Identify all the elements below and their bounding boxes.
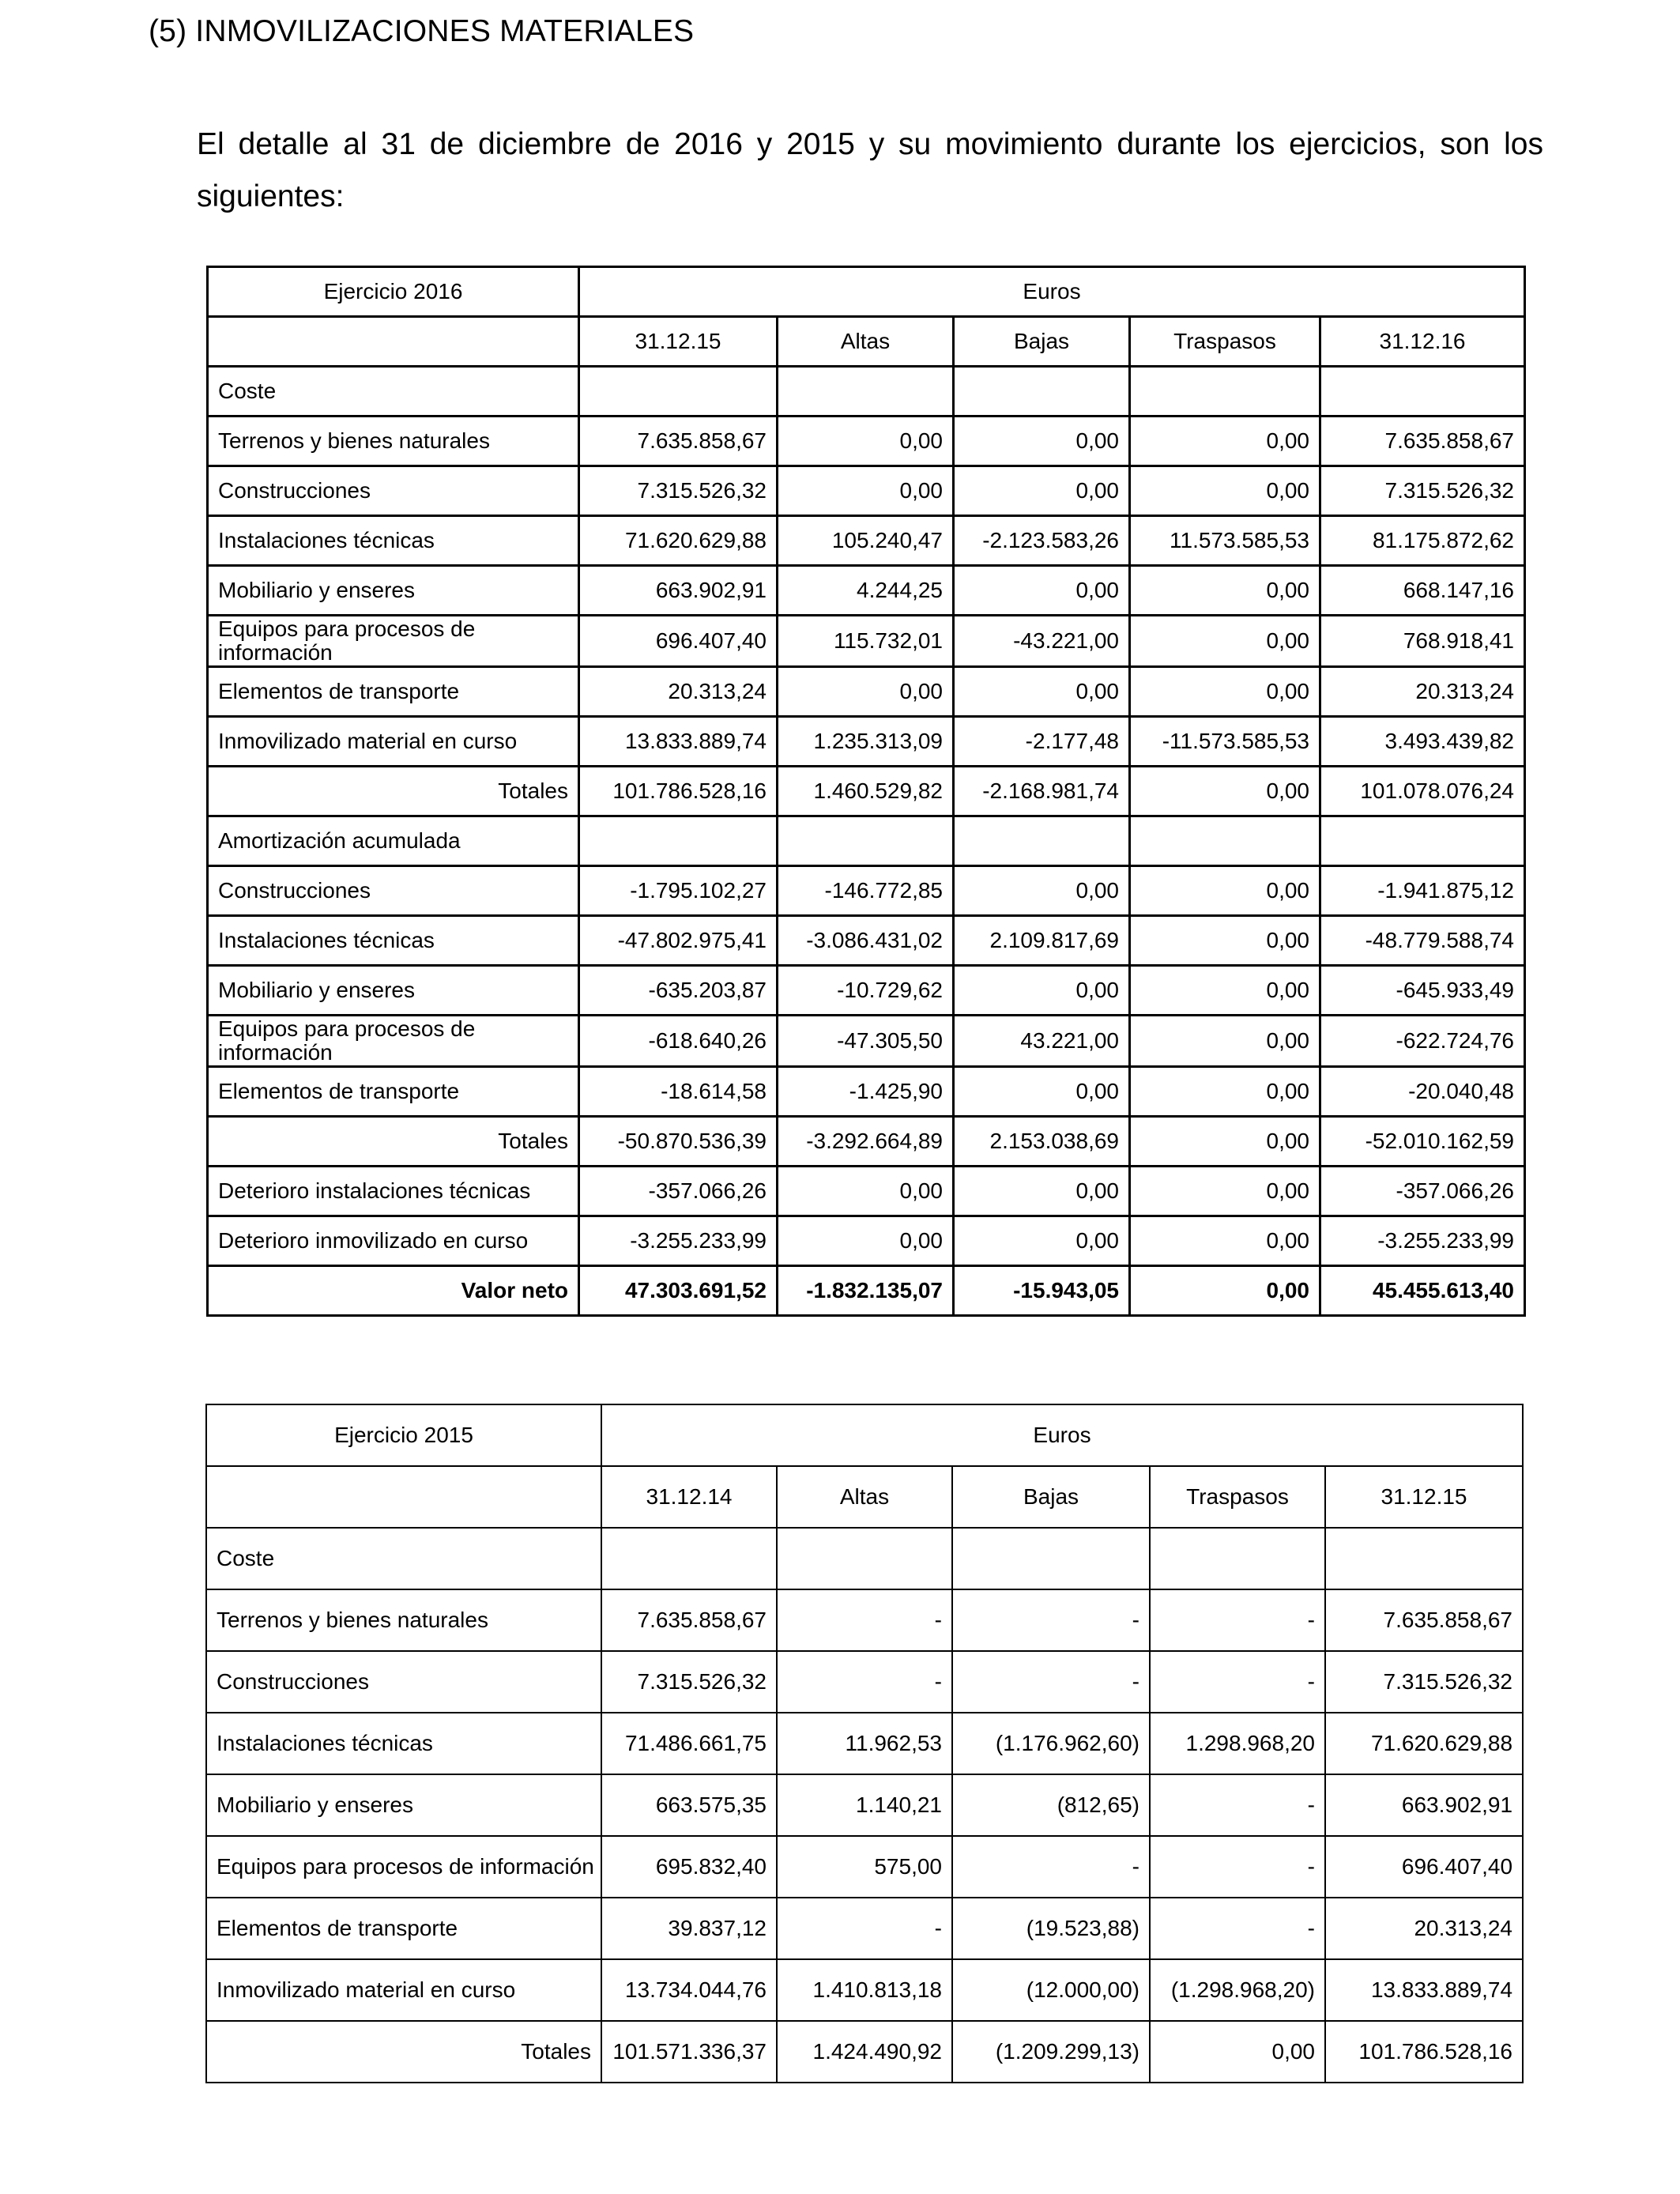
table-title: Ejercicio 2016 [208, 267, 579, 317]
row-label: Terrenos y bienes naturales [206, 1589, 601, 1651]
cell-value: -11.573.585,53 [1130, 717, 1320, 767]
row-label: Elementos de transporte [208, 667, 579, 717]
cell-value: -52.010.162,59 [1320, 1117, 1525, 1167]
cell-value: -357.066,26 [579, 1167, 778, 1216]
table-row [208, 667, 1525, 717]
table-row [208, 1167, 1525, 1216]
cell-value: (1.209.299,13) [952, 2021, 1150, 2083]
cell-value: 11.962,53 [777, 1713, 952, 1774]
cell-value: 1.235.313,09 [778, 717, 954, 767]
cell-value: 1.140,21 [777, 1774, 952, 1836]
table-row [208, 367, 1525, 417]
cell-value [579, 816, 778, 866]
cell-value: 13.833.889,74 [1325, 1959, 1523, 2021]
table-row [206, 1589, 1523, 1651]
cell-value: - [777, 1651, 952, 1713]
row-label: Inmovilizado material en curso [208, 717, 579, 767]
cell-value: -20.040,48 [1320, 1067, 1525, 1117]
row-label: Deterioro inmovilizado en curso [208, 1216, 579, 1266]
row-label: Mobiliario y enseres [208, 966, 579, 1016]
cell-value: 2.153.038,69 [954, 1117, 1130, 1167]
cell-value: -47.305,50 [778, 1016, 954, 1067]
cell-value: -357.066,26 [1320, 1167, 1525, 1216]
cell-value: -2.177,48 [954, 717, 1130, 767]
table-row [208, 966, 1525, 1016]
cell-value: -50.870.536,39 [579, 1117, 778, 1167]
cell-value: - [952, 1836, 1150, 1898]
cell-value: 81.175.872,62 [1320, 516, 1525, 566]
cell-value: 7.635.858,67 [1320, 417, 1525, 466]
row-label: Equipos para procesos de información [206, 1836, 601, 1898]
currency-header: Euros [601, 1404, 1523, 1466]
cell-value: 0,00 [778, 667, 954, 717]
cell-value: 2.109.817,69 [954, 916, 1130, 966]
intro-paragraph: El detalle al 31 de diciembre de 2016 y 2015 y su movimiento durante los ejercicios, son los siguientes: [197, 127, 1543, 213]
cell-value: 7.635.858,67 [1325, 1589, 1523, 1651]
table-row [208, 516, 1525, 566]
cell-value: 0,00 [1130, 916, 1320, 966]
header-row-title [206, 1404, 1523, 1466]
table-row [206, 1651, 1523, 1713]
column-header: 31.12.15 [1325, 1466, 1523, 1528]
cell-value: -635.203,87 [579, 966, 778, 1016]
totals-row [206, 2021, 1523, 2083]
row-label: Totales [208, 1117, 579, 1167]
cell-value [1130, 367, 1320, 417]
cell-value: 20.313,24 [1325, 1898, 1523, 1959]
cell-value: -622.724,76 [1320, 1016, 1525, 1067]
cell-value: -618.640,26 [579, 1016, 778, 1067]
table-row [206, 1528, 1523, 1589]
column-header: Traspasos [1130, 317, 1320, 367]
cell-value [1320, 816, 1525, 866]
table-row [208, 1216, 1525, 1266]
cell-value [1320, 367, 1525, 417]
table-row [208, 616, 1525, 667]
row-label: Equipos para procesos de información [208, 1016, 579, 1067]
net-value-row [208, 1266, 1525, 1316]
table-row [208, 816, 1525, 866]
totals-row [208, 1117, 1525, 1167]
cell-value: 663.902,91 [1325, 1774, 1523, 1836]
cell-value: 7.315.526,32 [601, 1651, 777, 1713]
table-row [208, 866, 1525, 916]
row-label: Coste [206, 1528, 601, 1589]
cell-value: -1.795.102,27 [579, 866, 778, 916]
section-heading: (5) INMOVILIZACIONES MATERIALES [149, 14, 695, 48]
row-label: Mobiliario y enseres [208, 566, 579, 616]
column-header: Bajas [952, 1466, 1150, 1528]
table-row [208, 717, 1525, 767]
row-label: Instalaciones técnicas [206, 1713, 601, 1774]
row-label: Construcciones [208, 866, 579, 916]
cell-value: 101.078.076,24 [1320, 767, 1525, 816]
table-row [208, 566, 1525, 616]
cell-value: 0,00 [954, 417, 1130, 466]
cell-value: 0,00 [778, 1216, 954, 1266]
row-label: Terrenos y bienes naturales [208, 417, 579, 466]
cell-value: 71.620.629,88 [1325, 1713, 1523, 1774]
cell-value: 115.732,01 [778, 616, 954, 667]
row-label: Totales [206, 2021, 601, 2083]
table-row [208, 466, 1525, 516]
header-row-title [208, 267, 1525, 317]
row-label: Instalaciones técnicas [208, 916, 579, 966]
cell-value: -3.255.233,99 [579, 1216, 778, 1266]
row-label: Construcciones [206, 1651, 601, 1713]
cell-value: 20.313,24 [1320, 667, 1525, 717]
cell-value: 39.837,12 [601, 1898, 777, 1959]
cell-value: (812,65) [952, 1774, 1150, 1836]
cell-value: 0,00 [954, 1167, 1130, 1216]
cell-value: -47.802.975,41 [579, 916, 778, 966]
cell-value [954, 816, 1130, 866]
table-row [208, 1016, 1525, 1067]
cell-value: 0,00 [1130, 667, 1320, 717]
cell-value: -1.425,90 [778, 1067, 954, 1117]
row-label: Valor neto [208, 1266, 579, 1316]
cell-value: (12.000,00) [952, 1959, 1150, 2021]
cell-value: -3.255.233,99 [1320, 1216, 1525, 1266]
cell-value [952, 1528, 1150, 1589]
cell-value: - [1150, 1589, 1325, 1651]
row-label: Construcciones [208, 466, 579, 516]
cell-value: - [1150, 1774, 1325, 1836]
row-label: Amortización acumulada [208, 816, 579, 866]
row-label: Coste [208, 367, 579, 417]
cell-value: 0,00 [954, 566, 1130, 616]
table-row [206, 1836, 1523, 1898]
column-header: 31.12.16 [1320, 317, 1525, 367]
cell-value: (19.523,88) [952, 1898, 1150, 1959]
cell-value: 0,00 [954, 866, 1130, 916]
cell-value: 0,00 [1130, 1216, 1320, 1266]
cell-value: 4.244,25 [778, 566, 954, 616]
cell-value [778, 367, 954, 417]
table-row [206, 1898, 1523, 1959]
cell-value: - [777, 1898, 952, 1959]
row-label: Totales [208, 767, 579, 816]
cell-value: -43.221,00 [954, 616, 1130, 667]
cell-value: 696.407,40 [1325, 1836, 1523, 1898]
cell-value: 0,00 [954, 667, 1130, 717]
cell-value: (1.176.962,60) [952, 1713, 1150, 1774]
cell-value: 0,00 [1130, 1167, 1320, 1216]
cell-value: 0,00 [778, 466, 954, 516]
cell-value: -15.943,05 [954, 1266, 1130, 1316]
cell-value: 101.571.336,37 [601, 2021, 777, 2083]
cell-value: -645.933,49 [1320, 966, 1525, 1016]
cell-value: - [952, 1589, 1150, 1651]
cell-value: 0,00 [954, 1216, 1130, 1266]
cell-value: 7.315.526,32 [1320, 466, 1525, 516]
table-ejercicio-2015 [205, 1404, 1524, 2083]
cell-value: 7.315.526,32 [579, 466, 778, 516]
cell-value: 71.620.629,88 [579, 516, 778, 566]
cell-value [1130, 816, 1320, 866]
cell-value: 0,00 [1130, 417, 1320, 466]
column-header-blank [208, 317, 579, 367]
cell-value: 1.298.968,20 [1150, 1713, 1325, 1774]
cell-value: 0,00 [778, 417, 954, 466]
currency-header: Euros [579, 267, 1525, 317]
cell-value [777, 1528, 952, 1589]
cell-value: -2.168.981,74 [954, 767, 1130, 816]
cell-value: 0,00 [954, 1067, 1130, 1117]
cell-value: - [1150, 1651, 1325, 1713]
cell-value: 71.486.661,75 [601, 1713, 777, 1774]
cell-value: 663.902,91 [579, 566, 778, 616]
cell-value: 768.918,41 [1320, 616, 1525, 667]
cell-value: 101.786.528,16 [1325, 2021, 1523, 2083]
table-title: Ejercicio 2015 [206, 1404, 601, 1466]
row-label: Elementos de transporte [208, 1067, 579, 1117]
cell-value: 105.240,47 [778, 516, 954, 566]
cell-value: 575,00 [777, 1836, 952, 1898]
row-label: Mobiliario y enseres [206, 1774, 601, 1836]
cell-value: -48.779.588,74 [1320, 916, 1525, 966]
table-row [208, 916, 1525, 966]
cell-value: -3.086.431,02 [778, 916, 954, 966]
cell-value: 663.575,35 [601, 1774, 777, 1836]
column-header: Traspasos [1150, 1466, 1325, 1528]
cell-value: 0,00 [1130, 616, 1320, 667]
cell-value: -1.941.875,12 [1320, 866, 1525, 916]
cell-value: 0,00 [954, 966, 1130, 1016]
cell-value: 0,00 [1130, 466, 1320, 516]
column-header: 31.12.15 [579, 317, 778, 367]
row-label: Inmovilizado material en curso [206, 1959, 601, 2021]
cell-value: 20.313,24 [579, 667, 778, 717]
cell-value: 3.493.439,82 [1320, 717, 1525, 767]
column-header: Altas [777, 1466, 952, 1528]
cell-value: 0,00 [1130, 1067, 1320, 1117]
cell-value: 695.832,40 [601, 1836, 777, 1898]
cell-value: -10.729,62 [778, 966, 954, 1016]
cell-value: 0,00 [1130, 767, 1320, 816]
header-row-columns [206, 1466, 1523, 1528]
cell-value: 0,00 [1130, 966, 1320, 1016]
cell-value: 101.786.528,16 [579, 767, 778, 816]
cell-value: 13.833.889,74 [579, 717, 778, 767]
row-label: Deterioro instalaciones técnicas [208, 1167, 579, 1216]
table-row [206, 1774, 1523, 1836]
cell-value: -18.614,58 [579, 1067, 778, 1117]
cell-value: 47.303.691,52 [579, 1266, 778, 1316]
cell-value: -1.832.135,07 [778, 1266, 954, 1316]
cell-value [954, 367, 1130, 417]
cell-value: 0,00 [1130, 1016, 1320, 1067]
cell-value: -146.772,85 [778, 866, 954, 916]
cell-value: - [1150, 1898, 1325, 1959]
cell-value: -3.292.664,89 [778, 1117, 954, 1167]
cell-value [601, 1528, 777, 1589]
cell-value: 13.734.044,76 [601, 1959, 777, 2021]
column-header: Altas [778, 317, 954, 367]
column-header: 31.12.14 [601, 1466, 777, 1528]
cell-value: 0,00 [778, 1167, 954, 1216]
totals-row [208, 767, 1525, 816]
cell-value: - [952, 1651, 1150, 1713]
row-label: Equipos para procesos de información [208, 616, 579, 667]
cell-value: 0,00 [1130, 1266, 1320, 1316]
row-label: Instalaciones técnicas [208, 516, 579, 566]
cell-value: 696.407,40 [579, 616, 778, 667]
header-row-columns [208, 317, 1525, 367]
cell-value: 7.635.858,67 [601, 1589, 777, 1651]
column-header-blank [206, 1466, 601, 1528]
table-row [208, 1067, 1525, 1117]
cell-value: 1.460.529,82 [778, 767, 954, 816]
table-ejercicio-2016 [206, 266, 1526, 1317]
cell-value: - [1150, 1836, 1325, 1898]
cell-value: 7.635.858,67 [579, 417, 778, 466]
cell-value [778, 816, 954, 866]
cell-value: -2.123.583,26 [954, 516, 1130, 566]
cell-value: 0,00 [1130, 566, 1320, 616]
cell-value: 43.221,00 [954, 1016, 1130, 1067]
cell-value: - [777, 1589, 952, 1651]
cell-value: 1.424.490,92 [777, 2021, 952, 2083]
cell-value: (1.298.968,20) [1150, 1959, 1325, 2021]
cell-value: 7.315.526,32 [1325, 1651, 1523, 1713]
cell-value: 0,00 [1130, 866, 1320, 916]
table-row [206, 1713, 1523, 1774]
cell-value: 0,00 [1130, 1117, 1320, 1167]
cell-value: 45.455.613,40 [1320, 1266, 1525, 1316]
cell-value [579, 367, 778, 417]
table-row [208, 417, 1525, 466]
row-label: Elementos de transporte [206, 1898, 601, 1959]
cell-value: 668.147,16 [1320, 566, 1525, 616]
cell-value: 0,00 [954, 466, 1130, 516]
cell-value [1150, 1528, 1325, 1589]
table-row [206, 1959, 1523, 2021]
cell-value: 11.573.585,53 [1130, 516, 1320, 566]
cell-value [1325, 1528, 1523, 1589]
cell-value: 0,00 [1150, 2021, 1325, 2083]
column-header: Bajas [954, 317, 1130, 367]
cell-value: 1.410.813,18 [777, 1959, 952, 2021]
